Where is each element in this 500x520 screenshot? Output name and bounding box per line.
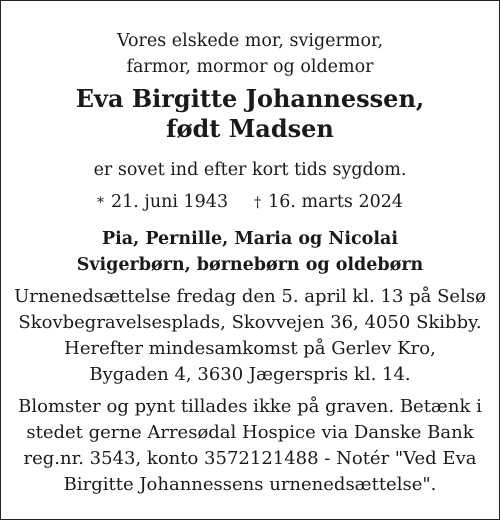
flowers-info <box>0 394 500 498</box>
funeral-line-4: Bygaden 4, 3630 Jægerspris kl. 14. <box>89 364 411 385</box>
cause-text <box>0 157 500 183</box>
death-cross-icon: † <box>254 195 262 211</box>
survivors-line-2: Svigerbørn, børnebørn og oldebørn <box>76 255 424 275</box>
cause-line: er sovet ind efter kort tids sygdom. <box>93 160 407 180</box>
funeral-line-3: Herefter mindesamkomst på Gerlev Kro, <box>64 338 436 359</box>
name-line-1: Eva Birgitte Johannessen, <box>75 84 425 113</box>
funeral-line-2: Skovbegravelsesplads, Skovvejen 36, 4050 Skibby. <box>18 312 482 333</box>
intro-line-1: Vores elskede mor, svigermor, <box>116 31 384 51</box>
death-date-group <box>254 189 403 216</box>
funeral-info <box>0 284 500 388</box>
flowers-line-1: Blomster og pynt tillades ikke på graven. Betænk i <box>18 396 482 417</box>
birth-date-group <box>97 189 228 216</box>
flowers-line-4: Birgitte Johannessens urnenedsættelse". <box>63 474 437 495</box>
life-dates <box>0 189 500 216</box>
death-date: 16. marts 2024 <box>268 192 403 212</box>
deceased-name <box>0 84 500 144</box>
birth-star-icon: * <box>97 195 105 211</box>
flowers-line-2: stedet gerne Arresødal Hospice via Danske Bank <box>26 422 474 443</box>
survivors-line-1: Pia, Pernille, Maria og Nicolai <box>102 229 398 249</box>
birth-date: 21. juni 1943 <box>111 192 229 212</box>
flowers-line-3: reg.nr. 3543, konto 3572121488 - Notér "Ved Eva <box>23 448 477 469</box>
intro-line-2: farmor, mormor og oldemor <box>126 57 374 77</box>
intro-text <box>0 28 500 80</box>
survivors <box>0 226 500 278</box>
name-line-2: født Madsen <box>166 114 334 143</box>
funeral-line-1: Urnenedsættelse fredag den 5. april kl. 13 på Selsø <box>14 286 486 307</box>
